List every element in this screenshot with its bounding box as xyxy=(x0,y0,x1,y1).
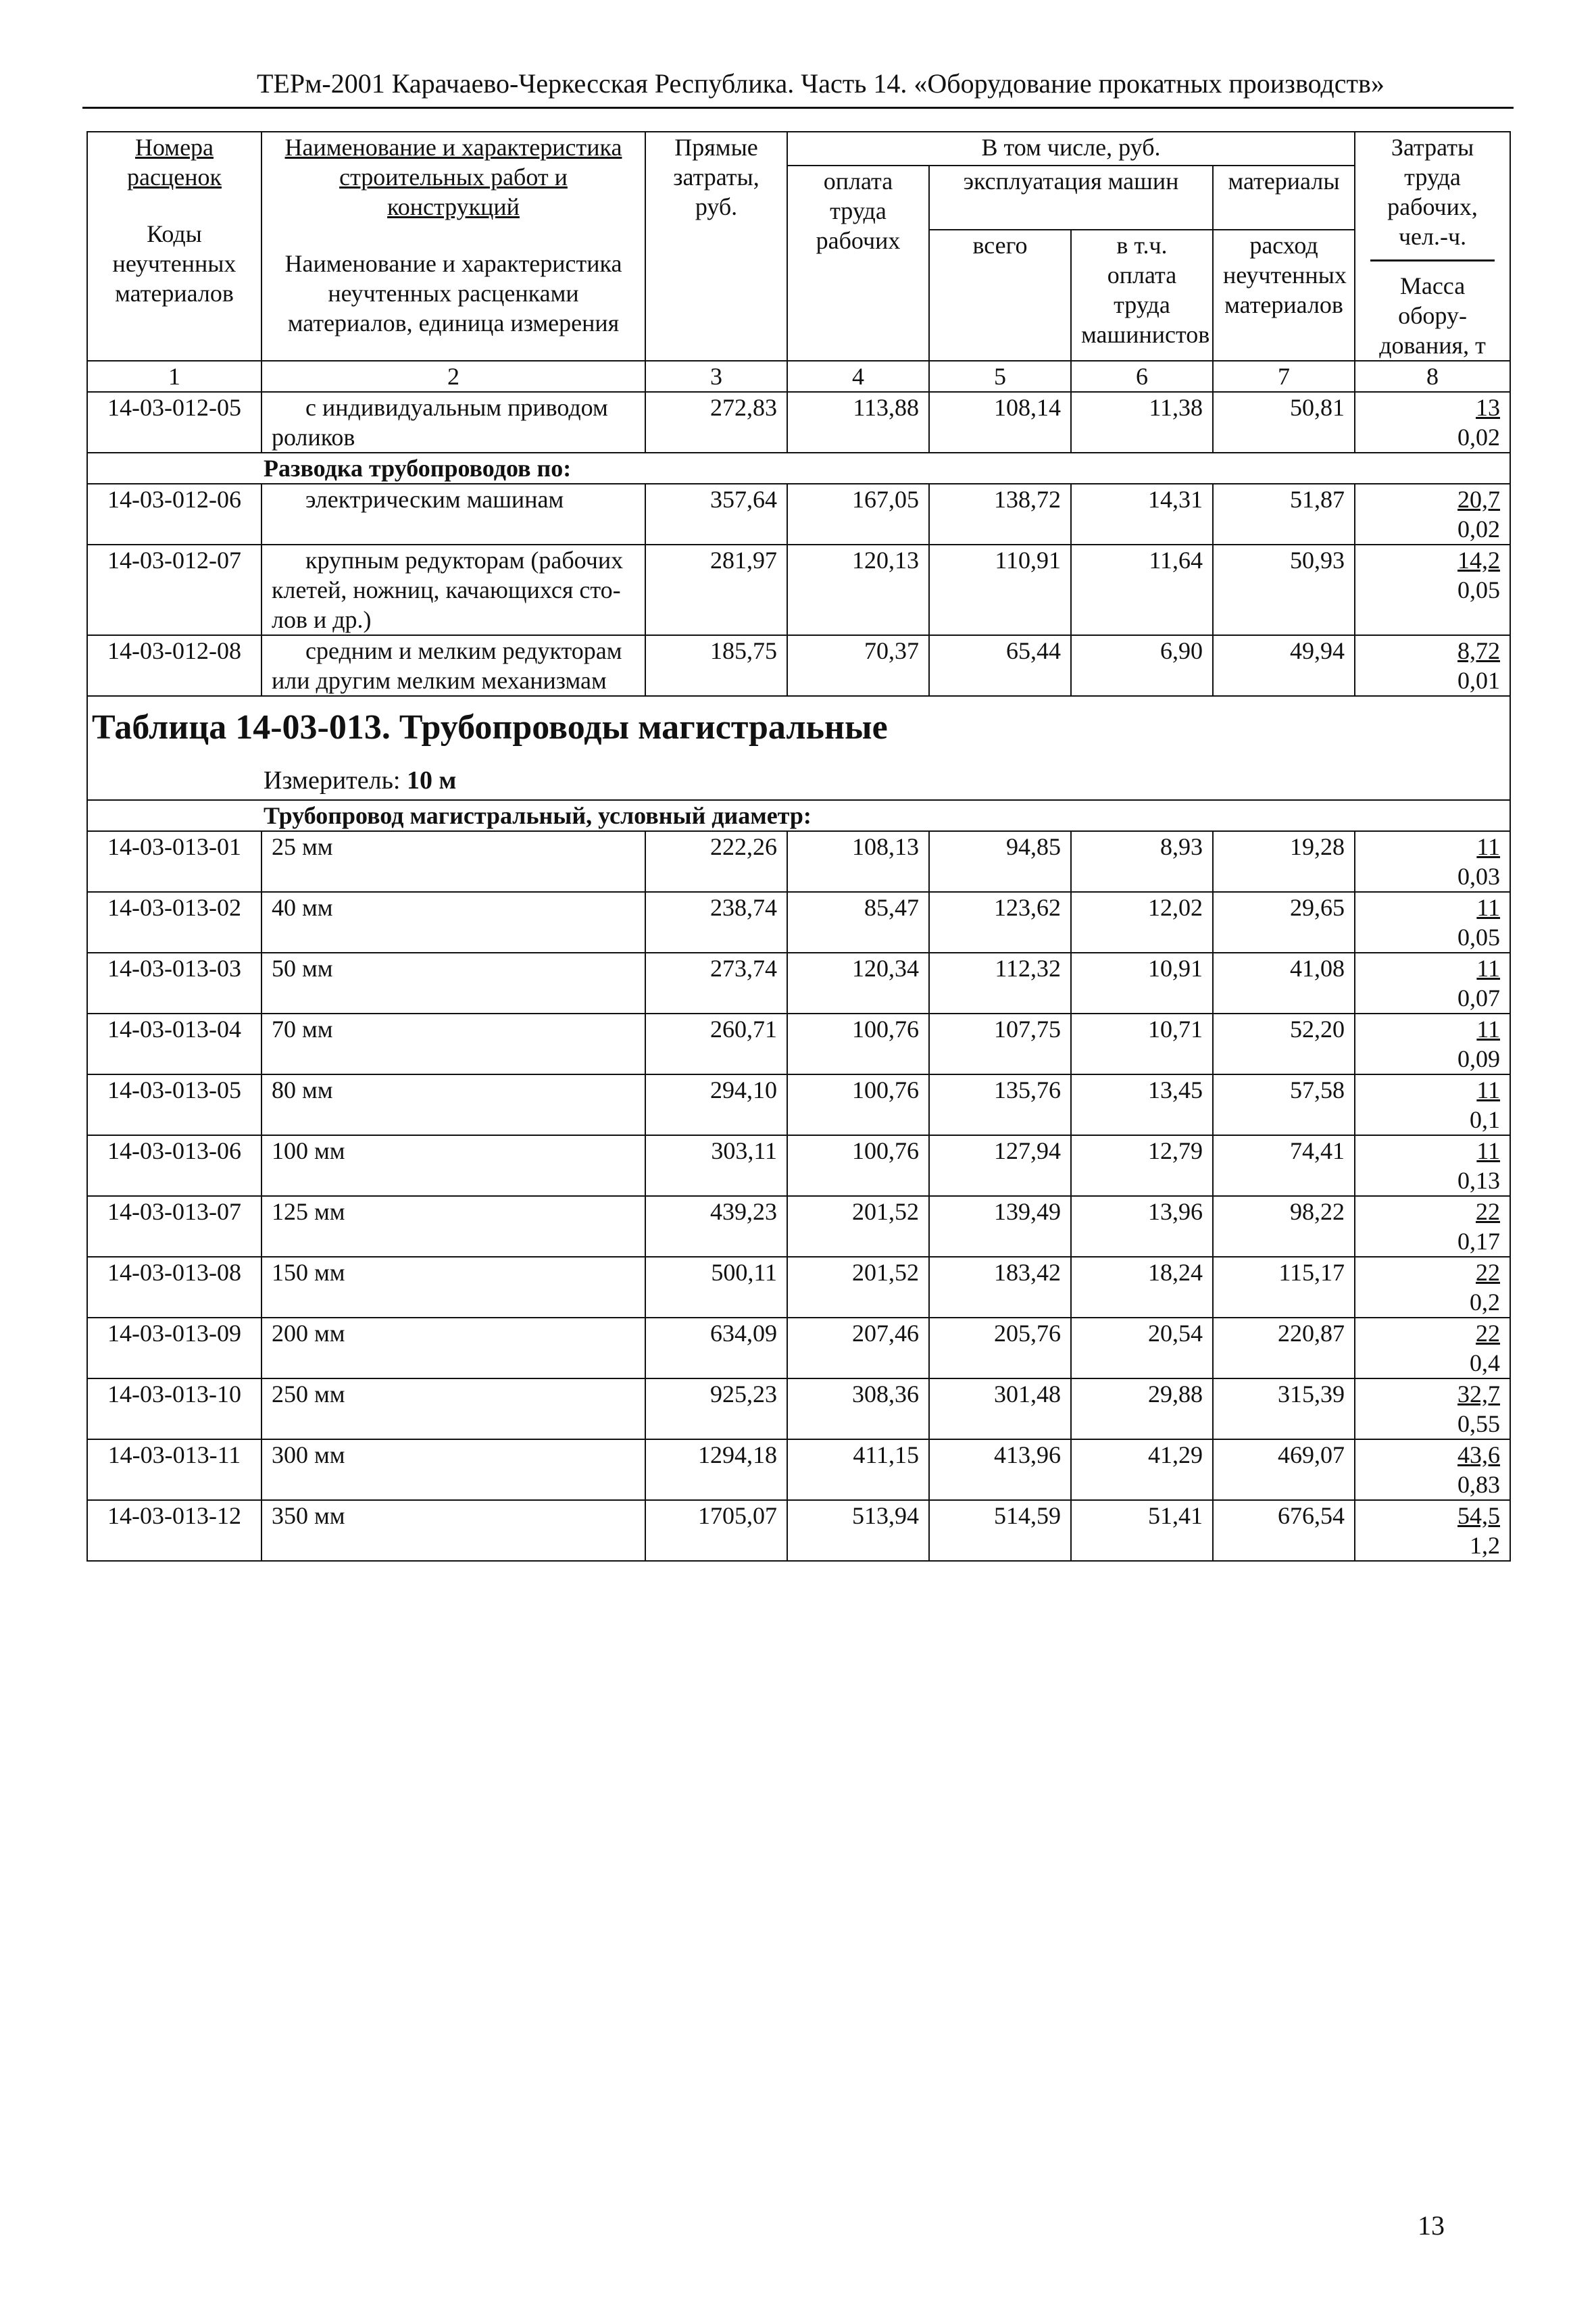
table-row xyxy=(87,1014,1510,1074)
mass-value: 0,05 xyxy=(1457,576,1501,603)
materials-value: 29,65 xyxy=(1213,892,1355,953)
rate-code: 14-03-012-05 xyxy=(87,392,261,453)
description-line xyxy=(272,393,635,422)
rate-code: 14-03-013-10 xyxy=(87,1378,261,1439)
description-line: или другим мелким механизмам xyxy=(272,667,607,694)
mass-value: 0,1 xyxy=(1470,1106,1501,1133)
labor-hours-value: 11 xyxy=(1476,833,1501,860)
labor-mass-cell xyxy=(1355,545,1510,635)
worker-pay-value: 167,05 xyxy=(787,484,929,545)
pipe-diameter: 25 мм xyxy=(261,831,645,892)
materials-value: 52,20 xyxy=(1213,1014,1355,1074)
pipe-diameter: 50 мм xyxy=(261,953,645,1014)
section-heading: Трубопровод магистральный, условный диаметр: xyxy=(87,800,1510,831)
work-description xyxy=(261,484,645,545)
materials-value: 50,81 xyxy=(1213,392,1355,453)
direct-costs-value: 634,09 xyxy=(645,1318,787,1378)
table-row xyxy=(87,953,1510,1014)
materials-value: 51,87 xyxy=(1213,484,1355,545)
machines-total-value: 135,76 xyxy=(929,1074,1071,1135)
machines-total-value: 123,62 xyxy=(929,892,1071,953)
description-line xyxy=(272,484,635,514)
direct-costs-value: 222,26 xyxy=(645,831,787,892)
operator-pay-value: 20,54 xyxy=(1071,1318,1213,1378)
pipe-diameter: 125 мм xyxy=(261,1196,645,1257)
labor-hours-value: 22 xyxy=(1476,1198,1501,1225)
table-row xyxy=(87,1500,1510,1561)
page-number: 13 xyxy=(1418,2210,1445,2241)
machines-total-value: 127,94 xyxy=(929,1135,1071,1196)
labor-mass-cell xyxy=(1355,1500,1510,1561)
labor-hours-value: 43,6 xyxy=(1457,1441,1501,1468)
mass-value: 0,83 xyxy=(1457,1471,1501,1498)
materials-value: 676,54 xyxy=(1213,1500,1355,1561)
rate-code: 14-03-012-06 xyxy=(87,484,261,545)
labor-hours-value: 11 xyxy=(1476,955,1501,982)
head-machines: эксплуатация машин xyxy=(929,166,1213,230)
work-description xyxy=(261,545,645,635)
description-text: электрическим машинам xyxy=(305,486,564,513)
operator-pay-value: 6,90 xyxy=(1071,635,1213,696)
labor-mass-cell xyxy=(1355,484,1510,545)
head-direct-costs: Прямые затраты, руб. xyxy=(645,132,787,361)
labor-hours-value: 11 xyxy=(1476,1076,1501,1103)
operator-pay-value: 13,45 xyxy=(1071,1074,1213,1135)
labor-mass-cell xyxy=(1355,953,1510,1014)
operator-pay-value: 10,91 xyxy=(1071,953,1213,1014)
materials-value: 49,94 xyxy=(1213,635,1355,696)
labor-hours-value: 54,5 xyxy=(1457,1502,1501,1529)
direct-costs-value: 238,74 xyxy=(645,892,787,953)
materials-value: 315,39 xyxy=(1213,1378,1355,1439)
rate-code: 14-03-013-02 xyxy=(87,892,261,953)
section-heading: Разводка трубопроводов по: xyxy=(87,453,1510,484)
worker-pay-value: 207,46 xyxy=(787,1318,929,1378)
column-number: 3 xyxy=(645,361,787,392)
measure-value: 10 м xyxy=(407,766,457,795)
mass-value: 0,2 xyxy=(1470,1289,1501,1316)
worker-pay-value: 120,13 xyxy=(787,545,929,635)
direct-costs-value: 925,23 xyxy=(645,1378,787,1439)
description-text: с индивидуальным приводом xyxy=(305,394,608,421)
header-rule xyxy=(82,107,1514,109)
description-line xyxy=(272,636,635,666)
mass-value: 0,4 xyxy=(1470,1349,1501,1376)
machines-total-value: 183,42 xyxy=(929,1257,1071,1318)
section-piping xyxy=(87,453,1510,484)
table-row xyxy=(87,1257,1510,1318)
direct-costs-value: 281,97 xyxy=(645,545,787,635)
worker-pay-value: 85,47 xyxy=(787,892,929,953)
machines-total-value: 514,59 xyxy=(929,1500,1071,1561)
labor-mass-cell xyxy=(1355,1439,1510,1500)
table-title-row xyxy=(87,696,1510,800)
materials-value: 469,07 xyxy=(1213,1439,1355,1500)
table-row xyxy=(87,1196,1510,1257)
direct-costs-value: 260,71 xyxy=(645,1014,787,1074)
table-row xyxy=(87,892,1510,953)
pipe-diameter: 200 мм xyxy=(261,1318,645,1378)
direct-costs-value: 303,11 xyxy=(645,1135,787,1196)
mass-value: 0,07 xyxy=(1457,985,1501,1012)
rate-code: 14-03-013-08 xyxy=(87,1257,261,1318)
labor-hours-value: 32,7 xyxy=(1457,1380,1501,1408)
pipe-diameter: 80 мм xyxy=(261,1074,645,1135)
table-row xyxy=(87,1318,1510,1378)
description-line xyxy=(272,545,635,575)
worker-pay-value: 100,76 xyxy=(787,1014,929,1074)
mass-value: 0,09 xyxy=(1457,1045,1501,1072)
table-row xyxy=(87,831,1510,892)
worker-pay-value: 108,13 xyxy=(787,831,929,892)
rate-code: 14-03-013-11 xyxy=(87,1439,261,1500)
materials-value: 74,41 xyxy=(1213,1135,1355,1196)
head-codes: Номера расценок Коды неучтенных материалов xyxy=(87,132,261,361)
materials-value: 19,28 xyxy=(1213,831,1355,892)
head-operator-pay: в т.ч. оплата труда машинистов xyxy=(1071,230,1213,361)
measure-label: Измеритель: xyxy=(264,766,401,795)
machines-total-value: 108,14 xyxy=(929,392,1071,453)
direct-costs-value: 272,83 xyxy=(645,392,787,453)
labor-mass-cell xyxy=(1355,392,1510,453)
labor-mass-cell xyxy=(1355,635,1510,696)
direct-costs-value: 273,74 xyxy=(645,953,787,1014)
rate-code: 14-03-012-07 xyxy=(87,545,261,635)
rate-code: 14-03-013-06 xyxy=(87,1135,261,1196)
operator-pay-value: 12,02 xyxy=(1071,892,1213,953)
rate-code: 14-03-013-04 xyxy=(87,1014,261,1074)
pipe-diameter: 100 мм xyxy=(261,1135,645,1196)
labor-hours-value: 11 xyxy=(1476,1137,1501,1164)
work-description xyxy=(261,635,645,696)
work-description xyxy=(261,392,645,453)
operator-pay-value: 11,64 xyxy=(1071,545,1213,635)
pipe-diameter: 300 мм xyxy=(261,1439,645,1500)
rate-code: 14-03-013-12 xyxy=(87,1500,261,1561)
mass-value: 0,05 xyxy=(1457,924,1501,951)
operator-pay-value: 14,31 xyxy=(1071,484,1213,545)
labor-mass-cell xyxy=(1355,1135,1510,1196)
table-row xyxy=(87,392,1510,453)
column-number: 7 xyxy=(1213,361,1355,392)
column-number: 8 xyxy=(1355,361,1510,392)
direct-costs-value: 185,75 xyxy=(645,635,787,696)
table-row xyxy=(87,1378,1510,1439)
labor-mass-cell xyxy=(1355,831,1510,892)
direct-costs-value: 357,64 xyxy=(645,484,787,545)
operator-pay-value: 41,29 xyxy=(1071,1439,1213,1500)
labor-hours-value: 11 xyxy=(1476,894,1501,921)
labor-hours-value: 13 xyxy=(1476,394,1501,421)
mass-value: 0,02 xyxy=(1457,424,1501,451)
labor-hours-value: 20,7 xyxy=(1457,486,1501,513)
labor-hours-value: 8,72 xyxy=(1457,637,1501,664)
mass-value: 0,02 xyxy=(1457,516,1501,543)
materials-value: 115,17 xyxy=(1213,1257,1355,1318)
table-title: Таблица 14-03-013. Трубопроводы магистральные xyxy=(92,708,888,747)
labor-mass-cell xyxy=(1355,1378,1510,1439)
materials-value: 220,87 xyxy=(1213,1318,1355,1378)
worker-pay-value: 201,52 xyxy=(787,1257,929,1318)
labor-hours-value: 22 xyxy=(1476,1259,1501,1286)
pipe-diameter: 350 мм xyxy=(261,1500,645,1561)
worker-pay-value: 113,88 xyxy=(787,392,929,453)
mass-value: 1,2 xyxy=(1470,1532,1501,1559)
operator-pay-value: 51,41 xyxy=(1071,1500,1213,1561)
direct-costs-value: 1705,07 xyxy=(645,1500,787,1561)
worker-pay-value: 513,94 xyxy=(787,1500,929,1561)
worker-pay-value: 411,15 xyxy=(787,1439,929,1500)
pipe-diameter: 40 мм xyxy=(261,892,645,953)
direct-costs-value: 439,23 xyxy=(645,1196,787,1257)
table-title-block xyxy=(87,696,1510,800)
operator-pay-value: 10,71 xyxy=(1071,1014,1213,1074)
machines-total-value: 112,32 xyxy=(929,953,1071,1014)
table-row xyxy=(87,484,1510,545)
table-row xyxy=(87,1074,1510,1135)
column-number: 4 xyxy=(787,361,929,392)
section-main-pipeline xyxy=(87,800,1510,831)
materials-value: 41,08 xyxy=(1213,953,1355,1014)
worker-pay-value: 308,36 xyxy=(787,1378,929,1439)
machines-total-value: 110,91 xyxy=(929,545,1071,635)
mass-value: 0,13 xyxy=(1457,1167,1501,1194)
worker-pay-value: 100,76 xyxy=(787,1135,929,1196)
mass-value: 0,01 xyxy=(1457,667,1501,694)
machines-total-value: 107,75 xyxy=(929,1014,1071,1074)
direct-costs-value: 1294,18 xyxy=(645,1439,787,1500)
machines-total-value: 94,85 xyxy=(929,831,1071,892)
rate-code: 14-03-013-07 xyxy=(87,1196,261,1257)
materials-value: 50,93 xyxy=(1213,545,1355,635)
column-number: 1 xyxy=(87,361,261,392)
rate-code: 14-03-013-01 xyxy=(87,831,261,892)
head-unaccounted-materials: расход неучтенных материалов xyxy=(1213,230,1355,361)
machines-total-value: 413,96 xyxy=(929,1439,1071,1500)
rates-table xyxy=(86,131,1511,1562)
table-row xyxy=(87,545,1510,635)
worker-pay-value: 100,76 xyxy=(787,1074,929,1135)
head-materials: материалы xyxy=(1213,166,1355,230)
head-including: В том числе, руб. xyxy=(787,132,1355,166)
operator-pay-value: 8,93 xyxy=(1071,831,1213,892)
description-line: клетей, ножниц, качающихся сто- xyxy=(272,576,621,603)
materials-value: 57,58 xyxy=(1213,1074,1355,1135)
direct-costs-value: 294,10 xyxy=(645,1074,787,1135)
mass-value: 0,55 xyxy=(1457,1410,1501,1437)
rate-code: 14-03-012-08 xyxy=(87,635,261,696)
column-number: 2 xyxy=(261,361,645,392)
table-row xyxy=(87,635,1510,696)
operator-pay-value: 18,24 xyxy=(1071,1257,1213,1318)
labor-hours-value: 11 xyxy=(1476,1016,1501,1043)
column-number: 5 xyxy=(929,361,1071,392)
labor-mass-cell xyxy=(1355,1257,1510,1318)
rate-code: 14-03-013-09 xyxy=(87,1318,261,1378)
pipe-diameter: 150 мм xyxy=(261,1257,645,1318)
head-name: Наименование и характеристика строительных работ и конструкций Наименование и характеристика неучтенных расценками материалов, единица измерения xyxy=(261,132,645,361)
worker-pay-value: 70,37 xyxy=(787,635,929,696)
operator-pay-value: 11,38 xyxy=(1071,392,1213,453)
labor-mass-cell xyxy=(1355,892,1510,953)
materials-value: 98,22 xyxy=(1213,1196,1355,1257)
labor-mass-cell xyxy=(1355,1014,1510,1074)
description-text: крупным редукторам (рабочих xyxy=(305,547,624,574)
pipe-diameter: 250 мм xyxy=(261,1378,645,1439)
description-text: средним и мелким редукторам xyxy=(305,637,622,664)
operator-pay-value: 29,88 xyxy=(1071,1378,1213,1439)
labor-mass-cell xyxy=(1355,1318,1510,1378)
rate-code: 14-03-013-03 xyxy=(87,953,261,1014)
labor-hours-value: 22 xyxy=(1476,1320,1501,1347)
labor-mass-cell xyxy=(1355,1074,1510,1135)
machines-total-value: 65,44 xyxy=(929,635,1071,696)
labor-mass-cell xyxy=(1355,1196,1510,1257)
running-header: ТЕРм-2001 Карачаево-Черкесская Республика. Часть 14. «Оборудование прокатных производств» xyxy=(257,68,1385,99)
direct-costs-value: 500,11 xyxy=(645,1257,787,1318)
machines-total-value: 205,76 xyxy=(929,1318,1071,1378)
machines-total-value: 138,72 xyxy=(929,484,1071,545)
pipe-diameter: 70 мм xyxy=(261,1014,645,1074)
operator-pay-value: 12,79 xyxy=(1071,1135,1213,1196)
mass-value: 0,17 xyxy=(1457,1228,1501,1255)
machines-total-value: 139,49 xyxy=(929,1196,1071,1257)
table-row xyxy=(87,1135,1510,1196)
measure-unit xyxy=(88,748,1510,799)
machines-total-value: 301,48 xyxy=(929,1378,1071,1439)
mass-value: 0,03 xyxy=(1457,863,1501,890)
labor-hours-value: 14,2 xyxy=(1457,547,1501,574)
head-worker-pay: оплата труда рабочих xyxy=(787,166,929,361)
operator-pay-value: 13,96 xyxy=(1071,1196,1213,1257)
column-number: 6 xyxy=(1071,361,1213,392)
table-row xyxy=(87,1439,1510,1500)
head-machines-total: всего xyxy=(929,230,1071,361)
description-line: роликов xyxy=(272,424,355,451)
worker-pay-value: 120,34 xyxy=(787,953,929,1014)
description-line: лов и др.) xyxy=(272,606,372,633)
rate-code: 14-03-013-05 xyxy=(87,1074,261,1135)
head-labor-mass: Затраты труда рабочих, чел.-ч. Масса обору-дования, т xyxy=(1355,132,1510,361)
worker-pay-value: 201,52 xyxy=(787,1196,929,1257)
